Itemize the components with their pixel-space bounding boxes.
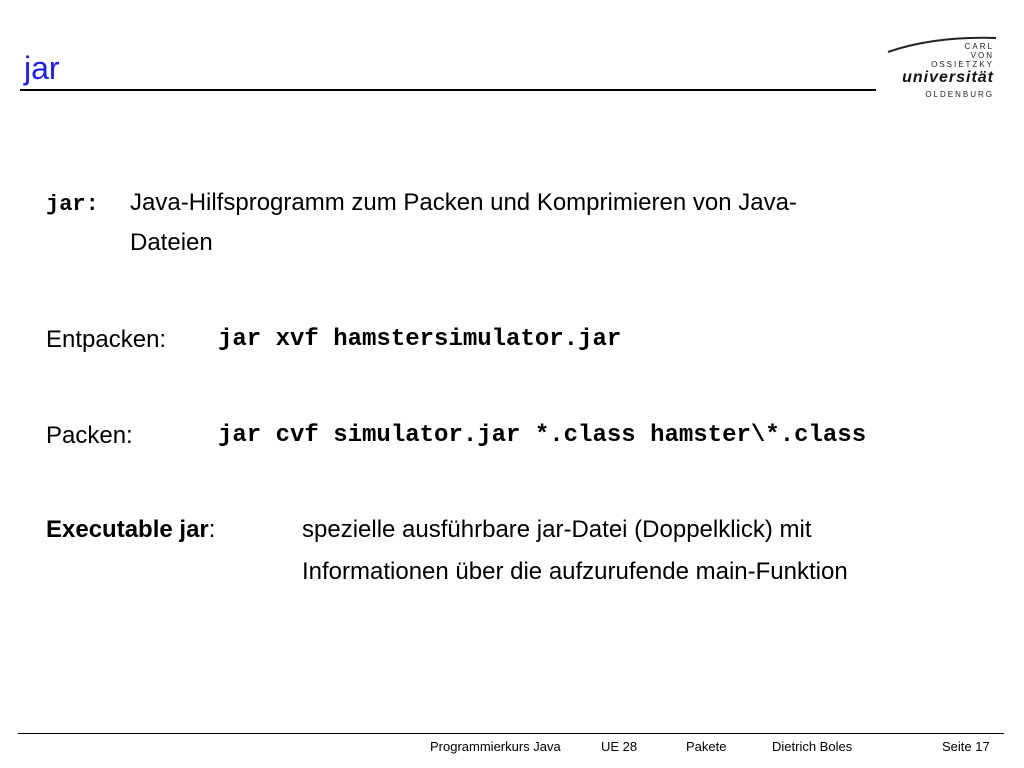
jar-definition (46, 183, 946, 256)
footer-unit: UE 28 (601, 739, 638, 754)
jar-description-line1: Java-Hilfsprogramm zum Packen und Komprimieren von Java- (130, 189, 797, 216)
title-underline (20, 89, 876, 91)
executable-label: Executable jar (46, 516, 209, 543)
logo-text-universitaet: universität (902, 69, 994, 86)
packen-command: jar cvf simulator.jar *.class hamster\*.class (218, 422, 867, 449)
executable-description-line2: Informationen über die aufzurufende main-Funktion (302, 558, 848, 585)
packen-row (46, 416, 867, 456)
entpacken-row (46, 320, 622, 360)
university-logo (884, 34, 1000, 104)
entpacken-label: Entpacken: (46, 326, 167, 353)
footer-topic: Pakete (686, 739, 727, 754)
logo-text-oldenburg: OLDENBURG (925, 90, 994, 99)
logo-text-carl: CARL (964, 42, 994, 51)
executable-colon: : (208, 516, 216, 543)
footer-rule (18, 733, 1004, 734)
executable-description-line1: spezielle ausführbare jar-Datei (Doppelklick) mit (302, 516, 812, 543)
footer-course: Programmierkurs Java (430, 739, 561, 754)
footer-page: Seite 17 (942, 739, 990, 754)
packen-label: Packen: (46, 422, 133, 449)
footer-author: Dietrich Boles (772, 739, 853, 754)
jar-label: jar: (46, 192, 99, 217)
slide-title: jar (24, 50, 60, 86)
logo-text-ossietzky: OSSIETZKY (931, 60, 994, 69)
logo-text-von: VON (970, 51, 994, 60)
entpacken-command: jar xvf hamstersimulator.jar (218, 326, 622, 353)
jar-description-line2: Dateien (130, 229, 213, 256)
executable-jar-row (46, 510, 848, 585)
